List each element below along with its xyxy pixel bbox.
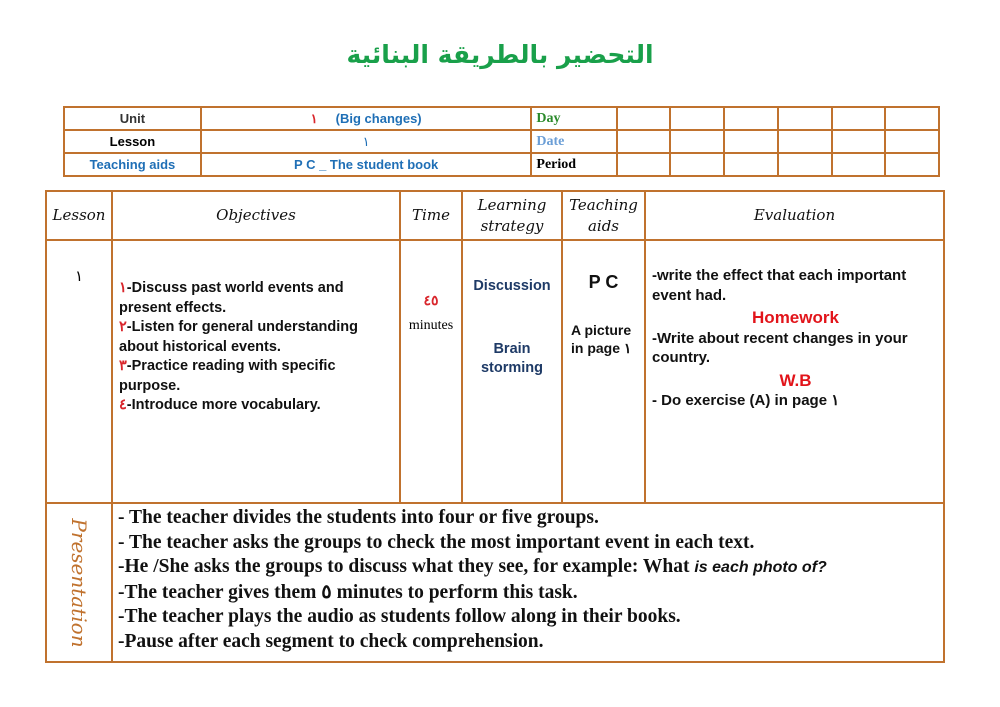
unit-label: Unit <box>64 107 201 130</box>
presentation-label-cell <box>46 503 112 662</box>
col-lesson: Lesson <box>46 191 112 240</box>
period-cell[interactable] <box>670 153 724 176</box>
objective-number: ٢ <box>119 319 127 335</box>
presentation-line: -The teacher gives them ٥ minutes to perform this task. <box>118 581 578 603</box>
strategy-discussion: Discussion <box>473 278 551 294</box>
period-cell[interactable] <box>724 153 778 176</box>
col-aids <box>562 191 645 240</box>
presentation-cell <box>112 503 944 662</box>
workbook-task: - Do exercise (A) in page ١ <box>652 392 840 409</box>
presentation-line-italic: is each photo of? <box>694 559 827 576</box>
presentation-line: - The teacher divides the students into four or five groups. <box>118 507 599 528</box>
col-strategy-line2: strategy <box>480 216 544 235</box>
presentation-line <box>118 555 943 581</box>
objective-text: -Listen for general understanding about historical events. <box>119 319 359 355</box>
day-cell[interactable] <box>832 107 886 130</box>
aids-label: Teaching aids <box>64 153 201 176</box>
col-strategy-line1: Learning <box>477 195 547 214</box>
period-cell[interactable] <box>778 153 832 176</box>
aids-detail: A picture in page ١ <box>571 322 632 356</box>
presentation-line: - The teacher asks the groups to check the most important event in each text. <box>118 531 755 553</box>
unit-row <box>64 107 939 130</box>
objectives-cell <box>112 240 400 503</box>
unit-name: (Big changes) <box>335 110 422 126</box>
date-cell[interactable] <box>724 130 778 153</box>
aids-row <box>64 153 939 176</box>
lesson-number: ١ <box>46 240 112 503</box>
time-value: ٤٥ <box>423 294 439 309</box>
objective-text: -Practice reading with specific purpose. <box>119 358 336 394</box>
objective-item <box>119 279 399 318</box>
time-cell <box>400 240 462 503</box>
column-header-row <box>46 191 944 240</box>
lesson-label: Lesson <box>64 130 201 153</box>
day-cell[interactable] <box>724 107 778 130</box>
period-cell[interactable] <box>832 153 886 176</box>
date-cell[interactable] <box>778 130 832 153</box>
period-cell[interactable] <box>617 153 671 176</box>
day-cell[interactable] <box>778 107 832 130</box>
objective-item <box>119 396 399 416</box>
col-strategy <box>462 191 562 240</box>
presentation-line: -The teacher plays the audio as students follow along in their books. <box>118 606 681 627</box>
lesson-row <box>46 240 944 503</box>
col-objectives: Objectives <box>112 191 400 240</box>
aids-main: P C <box>588 272 619 292</box>
col-time: Time <box>400 191 462 240</box>
time-unit: minutes <box>408 318 454 333</box>
objective-item <box>119 318 399 357</box>
aids-cell <box>562 240 645 503</box>
date-label: Date <box>531 130 616 153</box>
day-cell[interactable] <box>885 107 939 130</box>
objective-number: ٤ <box>119 397 127 413</box>
unit-number: ١ <box>310 110 318 126</box>
col-aids-line1: Teaching <box>569 195 638 214</box>
strategy-cell <box>462 240 562 503</box>
strategy-brainstorming: Brain storming <box>480 341 544 376</box>
workbook-label: W.B <box>779 370 812 390</box>
presentation-line-text: -He /She asks the groups to discuss what they see, for example: What <box>118 556 690 577</box>
objective-text: -Discuss past world events and present effects. <box>119 280 344 316</box>
col-aids-line2: aids <box>587 216 620 235</box>
day-cell[interactable] <box>617 107 671 130</box>
lesson-plan-table <box>45 190 945 663</box>
objective-number: ٣ <box>119 358 127 374</box>
objective-number: ١ <box>119 280 127 296</box>
homework-task: -Write about recent changes in your country. <box>652 329 908 366</box>
day-label: Day <box>531 107 616 130</box>
presentation-line: -Pause after each segment to check comprehension. <box>118 630 544 652</box>
date-cell[interactable] <box>832 130 886 153</box>
col-evaluation: Evaluation <box>645 191 944 240</box>
presentation-label: Presentation <box>67 517 91 648</box>
objective-item <box>119 357 399 396</box>
date-cell[interactable] <box>670 130 724 153</box>
evaluation-cell <box>645 240 944 503</box>
lesson-value: ١ <box>201 130 532 153</box>
evaluation-task: -write the effect that each important event had. <box>652 267 907 304</box>
date-cell[interactable] <box>885 130 939 153</box>
lesson-row <box>64 130 939 153</box>
date-cell[interactable] <box>617 130 671 153</box>
day-cell[interactable] <box>670 107 724 130</box>
period-cell[interactable] <box>885 153 939 176</box>
period-label: Period <box>531 153 616 176</box>
homework-label: Homework <box>752 308 839 327</box>
unit-value <box>201 107 532 130</box>
aids-value: P C _ The student book <box>201 153 532 176</box>
presentation-row <box>46 503 944 662</box>
objective-text: -Introduce more vocabulary. <box>126 397 321 413</box>
page-title: التحضير بالطريقة البنائية <box>346 40 654 69</box>
lesson-info-table <box>63 106 940 177</box>
